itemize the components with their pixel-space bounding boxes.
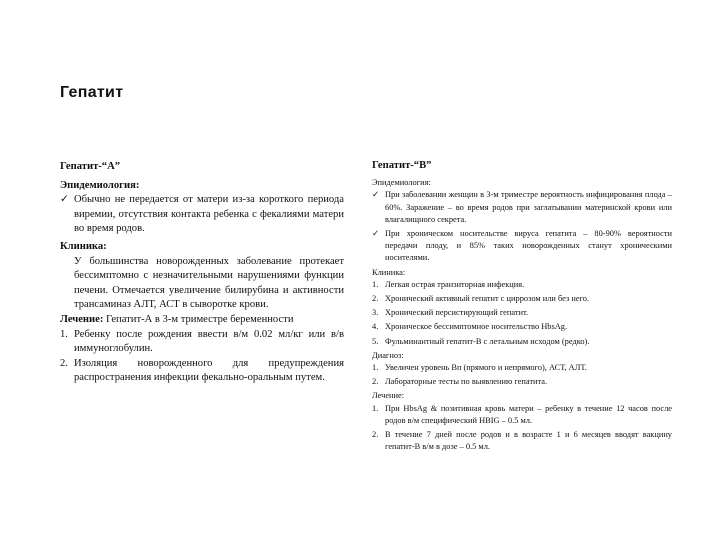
list-item-text: Хронический персистирующий гепатит. (385, 308, 529, 318)
hepatitis-a-treatment-text: Гепатит-А в 3-м триместре беременности (106, 313, 294, 325)
list-number: 3. (372, 308, 379, 318)
hepatitis-b-column (372, 160, 672, 455)
list-item-text: При заболевании женщин в 3-м триместре вероятность инфицирования плода – 60%. Заражение – во время родов при заглатывании материнской крови или влагалищного секрета. (385, 190, 672, 224)
checkmark-icon: ✓ (372, 190, 380, 200)
list-item-text: Ребенку после рождения ввести в/м 0.02 мл/кг или в/в иммуноглобулин. (74, 328, 344, 355)
list-item-text: При HbsAg & позитивная кровь матери – ребенку в течение 12 часов после родов в/м специфический HBIG – 0.5 мл. (385, 403, 672, 425)
checkmark-icon: ✓ (60, 194, 69, 206)
list-item (372, 336, 672, 348)
list-item-text: Хронический активный гепатит с циррозом или без него. (385, 294, 590, 304)
list-number: 2. (372, 294, 379, 304)
list-item-text: Обычно не передается от матери из-за короткого периода виремии, отсутствия контакта ребенка с фекалиями матери во время родов. (74, 194, 344, 235)
list-item (372, 189, 672, 226)
list-item (372, 293, 672, 305)
list-item-text: При хроническом носительстве вируса гепатита – 80-90% вероятности передачи плоду, и 85% таких новорожденных станут хроническими носителями. (385, 229, 672, 263)
list-item-text: Хроническое бессимптомное носительство HbsAg. (385, 322, 568, 332)
list-item (372, 429, 672, 453)
list-item-text: Изоляция новорожденного для предупреждения распространения инфекции фекально-оральным путем. (74, 357, 344, 384)
hepatitis-b-diagnosis-label: Диагноз: (372, 350, 404, 360)
hepatitis-b-clinic-label: Клиника: (372, 267, 406, 277)
list-number: 1. (60, 328, 68, 340)
list-item (60, 357, 344, 386)
list-number: 1. (372, 403, 379, 413)
list-item-text: Фульминантный гепатит-В с летальным исходом (редко). (385, 336, 590, 346)
hepatitis-a-treatment-label: Лечение: (60, 313, 104, 325)
hepatitis-b-treatment-label: Лечение: (372, 391, 405, 401)
hepatitis-a-clinic-label: Клиника: (60, 240, 107, 252)
list-item-text: Лабораторные тесты по выявлению гепатита. (385, 377, 548, 387)
list-number: 2. (372, 377, 379, 387)
hepatitis-a-heading: Гепатит-“A” (60, 161, 121, 172)
list-number: 2. (372, 430, 379, 440)
list-item-text: В течение 7 дней после родов и в возрасте 1 и 6 месяцев вводят вакцину гепатит-В в/м в дозе – 0.5 мл. (385, 430, 672, 452)
list-number: 4. (372, 322, 379, 332)
hepatitis-a-column (60, 160, 344, 386)
checkmark-icon: ✓ (372, 229, 380, 239)
list-item (372, 321, 672, 333)
hepatitis-a-epidemiology-label: Эпидемиология: (60, 179, 140, 191)
list-number: 1. (372, 363, 379, 373)
list-item (372, 307, 672, 319)
hepatitis-b-heading: Гепатит-“B” (372, 160, 432, 171)
list-item-text: Легкая острая транзиторная инфекция. (385, 279, 525, 289)
page-title: Гепатит (60, 84, 124, 101)
list-item (372, 376, 672, 388)
list-item (372, 403, 672, 427)
list-item (372, 228, 672, 265)
list-item-text: Увеличен уровень Вп (прямого и непрямого), АСТ, АЛТ. (385, 363, 587, 373)
list-item (60, 193, 344, 237)
list-number: 5. (372, 336, 379, 346)
list-item (60, 328, 344, 357)
hepatitis-a-clinic-text: У большинства новорожденных заболевание протекает бессимптомно с незначительными нарушениями функции печени. Отмечается увеличение билирубина и активности трансаминаз АЛТ, АСТ в сыворотке крови. (74, 255, 344, 311)
list-number: 2. (60, 357, 68, 369)
list-number: 1. (372, 279, 379, 289)
hepatitis-b-epidemiology-label: Эпидемиология: (372, 178, 431, 188)
hepatitis-a-treatment-line (60, 313, 344, 328)
list-item (372, 362, 672, 374)
list-item (372, 279, 672, 291)
